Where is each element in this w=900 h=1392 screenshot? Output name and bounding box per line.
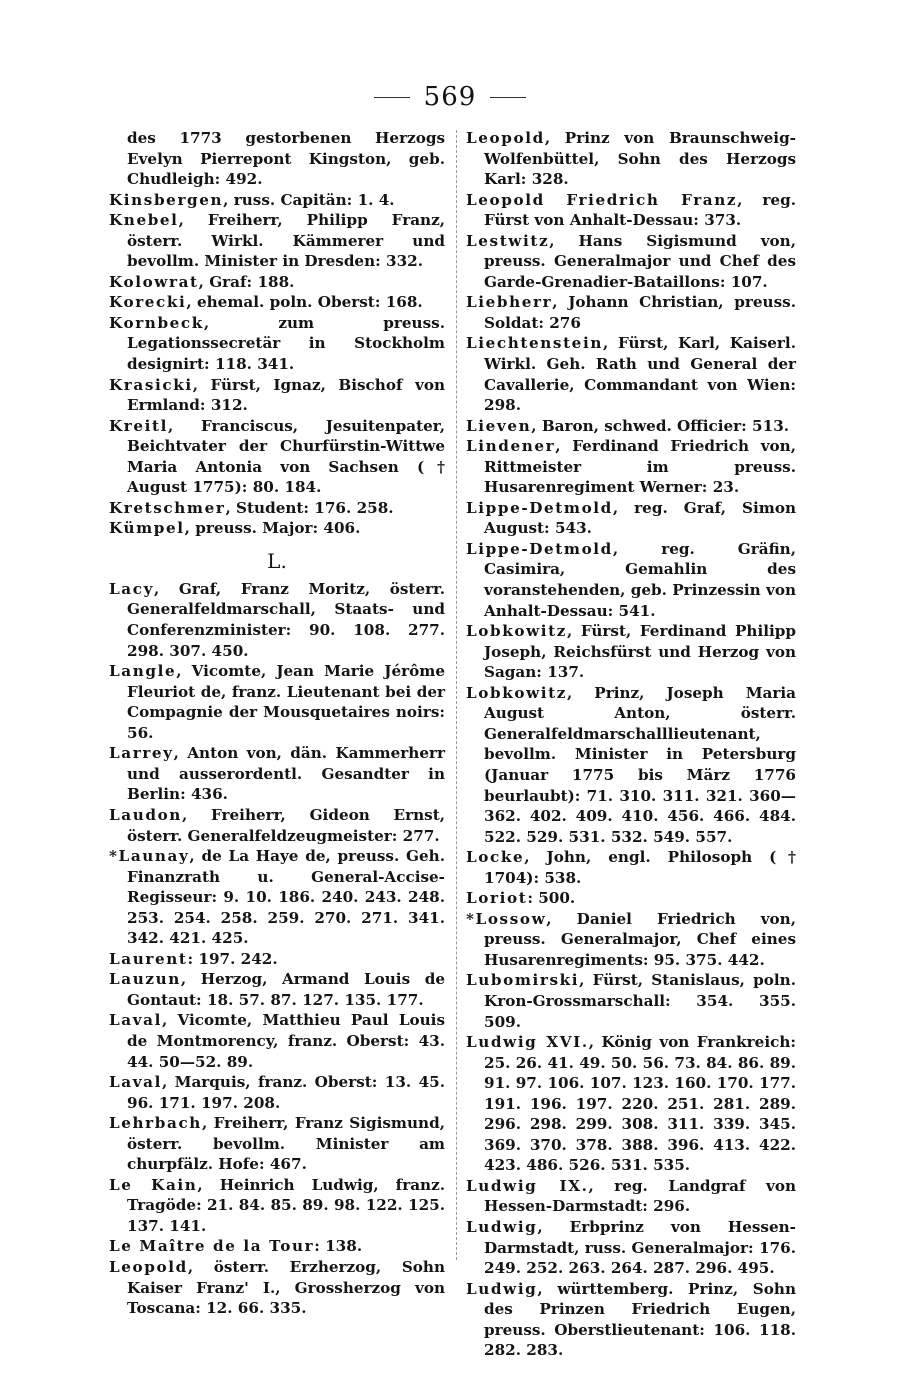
column-divider [456,130,457,1260]
entry-name: Lauzun [109,970,181,989]
index-entry [466,190,796,231]
entry-text: , österr. Erzherzog, Sohn Kaiser Franz' I., Grossherzog von Toscana: 12. 66. 335. [127,1257,445,1318]
index-entry [109,969,445,1010]
entry-name: *Launay [109,847,190,866]
entry-text: , preuss. Major: 406. [184,519,361,538]
index-entry [466,909,796,971]
entry-name: *Lossow [466,909,547,928]
page-number: 569 [423,82,477,112]
entry-text: , John, engl. Philosoph († 1704): 538. [484,848,796,887]
entry-name: Liechtenstein [466,334,603,353]
entry-text: , Fürst, Ferdinand Philipp Joseph, Reichsfürst und Herzog von Sagan: 137. [484,622,796,682]
entry-name: Leopold [466,129,545,147]
index-entry [466,231,796,293]
index-entry [109,949,445,970]
entry-name: Laudon [109,805,182,824]
index-entry [466,1279,796,1361]
entry-text: , Prinz, Joseph Maria August Anton, österr. Generalfeldmarschalllieutenant, bevollm. Minister in Petersburg (Januar 1775 bis März 1776 beurlaubt): 71. 310. 311. 321. 360—362. 402. 409. 410. 456. 466. 484. 522. 529. 531. 532. 549. 557. [484,683,796,846]
entry-text: , zum preuss. Legationssecretär in Stockholm designirt: 118. 341. [127,313,445,374]
entry-text: , reg. Landgraf von Hessen-Darmstadt: 296. [484,1176,796,1216]
entry-name: Laval [109,1073,162,1092]
entry-name: Lehrbach [109,1114,202,1133]
index-entry [109,272,445,293]
entry-text: , Fürst, Karl, Kaiserl. Wirkl. Geh. Rath und General der Cavallerie, Commandant von Wien: 298. [484,334,796,415]
entry-text: , Graf: 188. [198,272,295,291]
index-entry [466,539,796,621]
entry-name: Ludwig [466,1217,538,1236]
index-entry [109,518,445,539]
entry-text: , Anton von, dän. Kammerherr und ausserordentl. Gesandter in Berlin: 436. [127,744,445,804]
left-entries-before [109,128,445,539]
entry-text: , Vicomte, Jean Marie Jérôme Fleuriot de, franz. Lieutenant bei der Compagnie der Mousquetaires noirs: 56. [127,662,445,742]
entry-text: , Daniel Friedrich von, preuss. Generalmajor, Chef eines Husarenregiments: 95. 375. 442. [484,909,796,969]
entry-name: Lestwitz [466,231,550,250]
entry-text: , Prinz von Braunschweig-Wolfenbüttel, Sohn des Herzogs Karl: 328. [484,129,796,189]
entry-text: , Johann Christian, preuss. Soldat: 276 [484,293,796,332]
index-entry [109,128,445,190]
index-entry [109,743,445,805]
index-entry [109,292,445,313]
entry-text: : 138. [314,1237,363,1256]
entry-name: Ludwig XVI. [466,1033,589,1052]
index-entry [466,683,796,847]
entry-text: , reg. Graf, Simon August: 543. [484,498,796,538]
entry-text: , Freiherr, Franz Sigismund, österr. bevollm. Minister am churpfälz. Hofe: 467. [127,1114,445,1174]
index-entry [466,416,796,437]
index-entry [466,1032,796,1176]
entry-text: , Heinrich Ludwig, franz. Tragöde: 21. 84. 85. 89. 98. 122. 125. 137. 141. [127,1175,445,1235]
entry-name: Kornbeck [109,313,204,332]
header-rule-left [374,97,410,98]
entry-text: , ehemal. poln. Oberst: 168. [186,293,423,312]
index-entry [109,805,445,846]
entry-name: Kretschmer [109,498,226,517]
left-entries-after [109,579,445,1319]
index-entry [466,847,796,888]
entry-name: Lindener [466,437,556,456]
right-column [466,128,796,1361]
entry-name: Lieven [466,416,532,435]
entry-name: Krasicki [109,375,193,394]
page-header [0,82,900,112]
index-entry [109,1113,445,1175]
entry-name: Leopold Friedrich Franz [466,190,738,209]
index-entry [109,416,445,498]
entry-name: Kolowrat [109,272,199,291]
index-entry [466,436,796,498]
entry-text: , König von Frankreich: 25. 26. 41. 49. 50. 56. 73. 84. 86. 89. 91. 97. 106. 107. 123. 160. 170. 177. 191. 196. 197. 220. 251. 281. 289. 296. 298. 299. 308. 311. 339. 345. 369. 370. 378. 388. 396. 413. 422. 423. 486. 526. 531. 535. [484,1033,796,1175]
entry-name: Liebherr [466,293,553,312]
entry-text: , Erbprinz von Hessen-Darmstadt, russ. Generalmajor: 176. 249. 252. 263. 264. 287. 296. 495. [484,1217,796,1278]
entry-name: Lippe-Detmold [466,539,613,558]
right-entries [466,128,796,1361]
entry-name: Leopold [109,1257,188,1276]
index-entry [109,1072,445,1113]
entry-name: Lobkowitz [466,622,567,641]
index-entry [466,621,796,683]
entry-text: , russ. Capitän: 1. 4. [223,190,395,209]
entry-name: Le Maître de la Tour [109,1237,315,1256]
entry-name: Loriot [466,889,528,908]
entry-name: Kümpel [109,519,185,538]
entry-text: , Franciscus, Jesuitenpater, Beichtvater der Churfürstin-Wittwe Maria Antonia von Sachsen († August 1775): 80. 184. [127,416,445,497]
entry-text: des 1773 gestorbenen Herzogs Evelyn Pierrepont Kingston, geb. Chudleigh: 492. [127,129,445,189]
entry-text: : 197. 242. [187,949,278,968]
entry-text: , reg. Gräfin, Casimira, Gemahlin des voranstehenden, geb. Prinzessin von Anhalt-Dessau: 541. [484,539,796,620]
index-entry [109,375,445,416]
header-rule-right [490,97,526,98]
index-entry [466,970,796,1032]
entry-name: Lubomirski [466,971,580,990]
index-entry [109,1175,445,1237]
index-entry [466,498,796,539]
entry-name: Kreitl [109,416,169,435]
entry-name: Knebel [109,211,179,230]
entry-name: Korecki [109,293,187,312]
entry-name: Lippe-Detmold [466,498,613,517]
entry-text: , Fürst, Ignaz, Bischof von Ermland: 312. [127,375,445,415]
entry-text: , Herzog, Armand Louis de Gontaut: 18. 57. 87. 127. 135. 177. [127,970,445,1009]
index-entry [109,210,445,272]
entry-name: Kinsbergen [109,190,224,209]
index-entry [109,1010,445,1072]
index-entry [109,1236,445,1257]
entry-text: , Freiherr, Philipp Franz, österr. Wirkl. Kämmerer und bevollm. Minister in Dresden: 332. [127,211,445,271]
entry-text: , Student: 176. 258. [225,498,394,517]
entry-text: : 500. [527,889,576,908]
index-entry [109,498,445,519]
entry-text: , Hans Sigismund von, preuss. Generalmajor und Chef des Garde-Grenadier-Bataillons: 107. [484,231,796,291]
index-entry [466,1217,796,1279]
entry-name: Langle [109,662,177,681]
entry-name: Laurent [109,949,188,968]
index-entry [109,190,445,211]
entry-text: , Marquis, franz. Oberst: 13. 45. 96. 171. 197. 208. [127,1073,445,1112]
entry-name: Lacy [109,579,154,598]
entry-name: Le Kain [109,1175,198,1194]
entry-text: , de La Haye de, preuss. Geh. Finanzrath u. General-Accise-Regisseur: 9. 10. 186. 240. 243. 248. 253. 254. 258. 259. 270. 271. 341. 342. 421. 425. [127,847,445,948]
entry-text: , württemberg. Prinz, Sohn des Prinzen Friedrich Eugen, preuss. Oberstlieutenant: 106. 118. 282. 283. [484,1279,796,1360]
index-entry [109,1257,445,1319]
index-entry [109,579,445,661]
section-letter: L. [267,548,287,573]
index-entry [109,313,445,375]
entry-text: , Ferdinand Friedrich von, Rittmeister im preuss. Husarenregiment Werner: 23. [484,437,796,497]
entry-text: , reg. Fürst von Anhalt-Dessau: 373. [484,190,796,230]
entry-text: , Graf, Franz Moritz, österr. Generalfeldmarschall, Staats- und Conferenzminister: 90. 108. 277. 298. 307. 450. [127,579,445,660]
index-entry [109,661,445,743]
left-column [109,128,445,1319]
entry-name: Locke [466,848,525,867]
entry-text: , Baron, schwed. Officier: 513. [531,416,790,435]
index-entry [466,1176,796,1217]
entry-name: Larrey [109,744,174,763]
entry-text: , Fürst, Stanislaus, poln. Kron-Grossmarschall: 354. 355. 509. [484,971,796,1031]
entry-name: Ludwig IX. [466,1176,589,1195]
entry-text: , Freiherr, Gideon Ernst, österr. Generalfeldzeugmeister: 277. [127,805,445,845]
index-entry [466,128,796,190]
index-entry [109,846,445,949]
entry-name: Laval [109,1011,162,1030]
entry-name: Lobkowitz [466,683,567,702]
entry-text: , Vicomte, Matthieu Paul Louis de Montmorency, franz. Oberst: 43. 44. 50—52. 89. [127,1011,445,1071]
index-entry [466,292,796,333]
index-entry [466,888,796,909]
entry-name: Ludwig [466,1279,538,1298]
index-entry [466,333,796,415]
